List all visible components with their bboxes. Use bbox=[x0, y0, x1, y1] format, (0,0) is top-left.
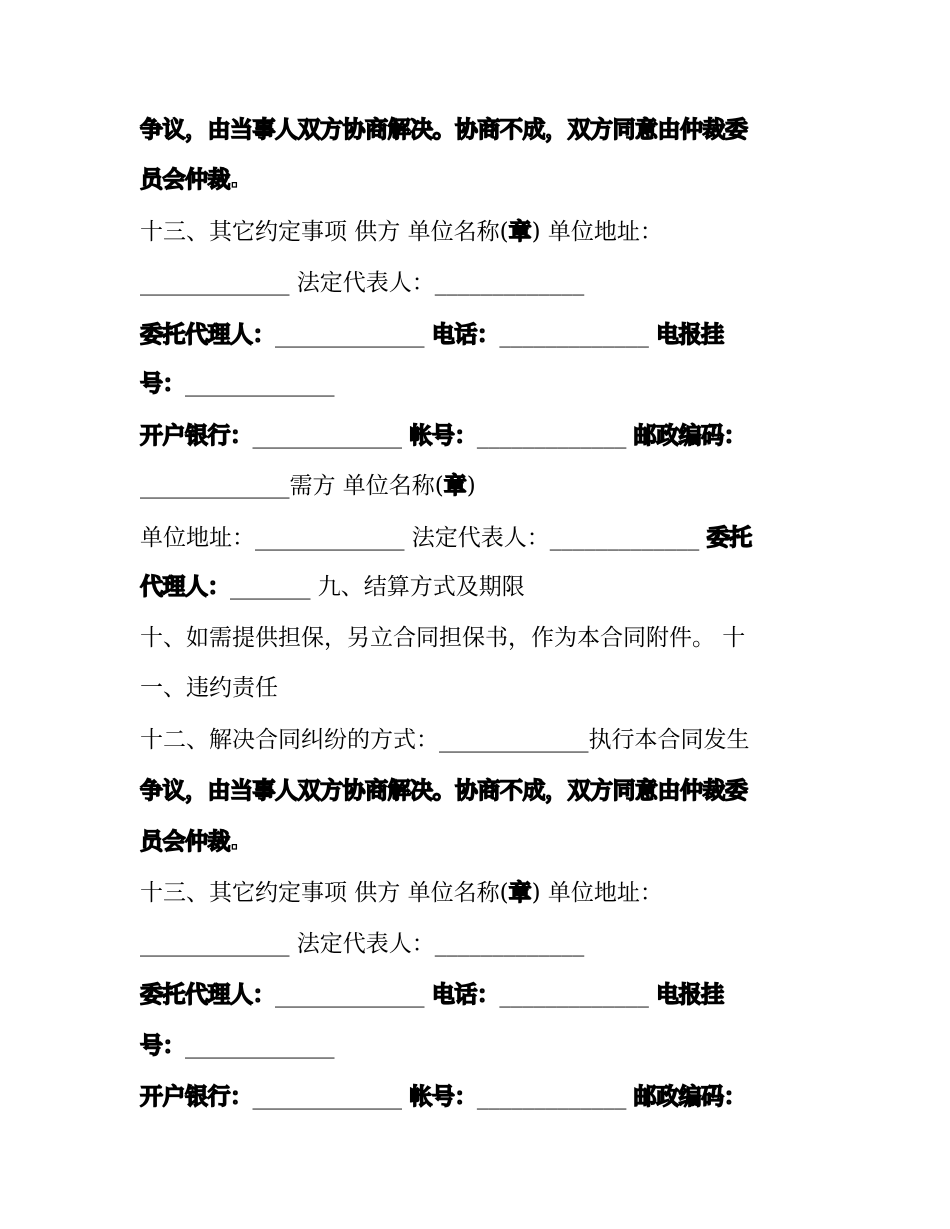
text-line bbox=[140, 873, 840, 913]
outlined-text-segment: 号： bbox=[140, 1033, 185, 1059]
text-line bbox=[140, 1077, 840, 1117]
outlined-text-segment: 委托代理人： bbox=[140, 322, 275, 348]
outlined-text-segment: 电报挂 bbox=[656, 982, 724, 1008]
text-segment: ) 单位地址： bbox=[531, 219, 663, 245]
outlined-text-segment: 帐号： bbox=[409, 423, 477, 449]
text-segment: _____________ bbox=[185, 371, 335, 397]
seal-char: 章 bbox=[508, 219, 532, 245]
text-segment: _____________ bbox=[275, 322, 432, 348]
text-line bbox=[140, 110, 840, 150]
text-line bbox=[140, 160, 840, 200]
text-segment: _____________ bbox=[476, 1084, 634, 1110]
outlined-text-segment: 电话： bbox=[431, 322, 500, 348]
text-segment: ) bbox=[466, 473, 476, 499]
text-line bbox=[140, 924, 840, 964]
text-segment: _____________ bbox=[185, 1033, 335, 1059]
text-segment: 单位地址：_____________ 法定代表人：_____________ bbox=[140, 525, 707, 551]
outlined-text-segment: 开户银行： bbox=[140, 1084, 253, 1110]
text-segment: _____________ bbox=[499, 982, 657, 1008]
outlined-text-segment: 委托 bbox=[706, 525, 752, 551]
seal-char: 章 bbox=[508, 880, 532, 906]
text-segment: _____________需方 单位名称( bbox=[140, 473, 444, 499]
seal-char: 章 bbox=[443, 473, 467, 499]
outlined-text-segment: 号： bbox=[140, 371, 185, 397]
text-segment: 十二、解决合同纠纷的方式：_____________执行本合同发生 bbox=[140, 727, 750, 753]
text-segment: 一、违约责任 bbox=[140, 675, 278, 701]
text-line bbox=[140, 364, 840, 404]
outlined-text-segment: 员会仲裁. bbox=[140, 167, 239, 193]
text-line bbox=[140, 1026, 840, 1066]
text-segment: ) 单位地址： bbox=[531, 880, 663, 906]
text-line bbox=[140, 263, 840, 303]
text-line bbox=[140, 771, 840, 811]
text-line bbox=[140, 466, 840, 506]
outlined-text-segment: 电话： bbox=[431, 982, 500, 1008]
text-line bbox=[140, 668, 840, 708]
outlined-text-segment: 邮政编码： bbox=[633, 423, 747, 449]
outlined-text-segment: 争议，由当事人双方协商解决。协商不成，双方同意由仲裁委 bbox=[140, 117, 748, 143]
text-segment: 十三、其它约定事项 供方 单位名称( bbox=[140, 880, 509, 906]
text-line bbox=[140, 416, 840, 456]
text-line bbox=[140, 618, 840, 658]
text-segment: _____________ bbox=[499, 322, 657, 348]
outlined-text-segment: 委托代理人： bbox=[140, 982, 275, 1008]
text-segment: _____________ bbox=[252, 1084, 410, 1110]
text-segment: _____________ 法定代表人：_____________ bbox=[140, 270, 585, 296]
outlined-text-segment: 代理人： bbox=[140, 574, 230, 600]
text-segment: _____________ bbox=[252, 423, 410, 449]
text-segment: _____________ 法定代表人：_____________ bbox=[140, 931, 585, 957]
text-line bbox=[140, 315, 840, 355]
text-segment: _______ 九、结算方式及期限 bbox=[230, 574, 525, 600]
text-segment: 十三、其它约定事项 供方 单位名称( bbox=[140, 219, 509, 245]
outlined-text-segment: 争议，由当事人双方协商解决。协商不成，双方同意由仲裁委 bbox=[140, 778, 748, 804]
text-line bbox=[140, 518, 840, 558]
text-segment: 十、如需提供担保，另立合同担保书，作为本合同附件。 十 bbox=[140, 625, 746, 651]
text-segment: _____________ bbox=[476, 423, 634, 449]
text-line bbox=[140, 975, 840, 1015]
text-segment: _____________ bbox=[275, 982, 432, 1008]
text-line bbox=[140, 822, 840, 862]
outlined-text-segment: 帐号： bbox=[409, 1084, 477, 1110]
text-line bbox=[140, 567, 840, 607]
outlined-text-segment: 员会仲裁. bbox=[140, 829, 239, 855]
text-line bbox=[140, 720, 840, 760]
outlined-text-segment: 邮政编码： bbox=[633, 1084, 747, 1110]
outlined-text-segment: 电报挂 bbox=[656, 322, 724, 348]
outlined-text-segment: 开户银行： bbox=[140, 423, 253, 449]
text-line bbox=[140, 212, 840, 252]
